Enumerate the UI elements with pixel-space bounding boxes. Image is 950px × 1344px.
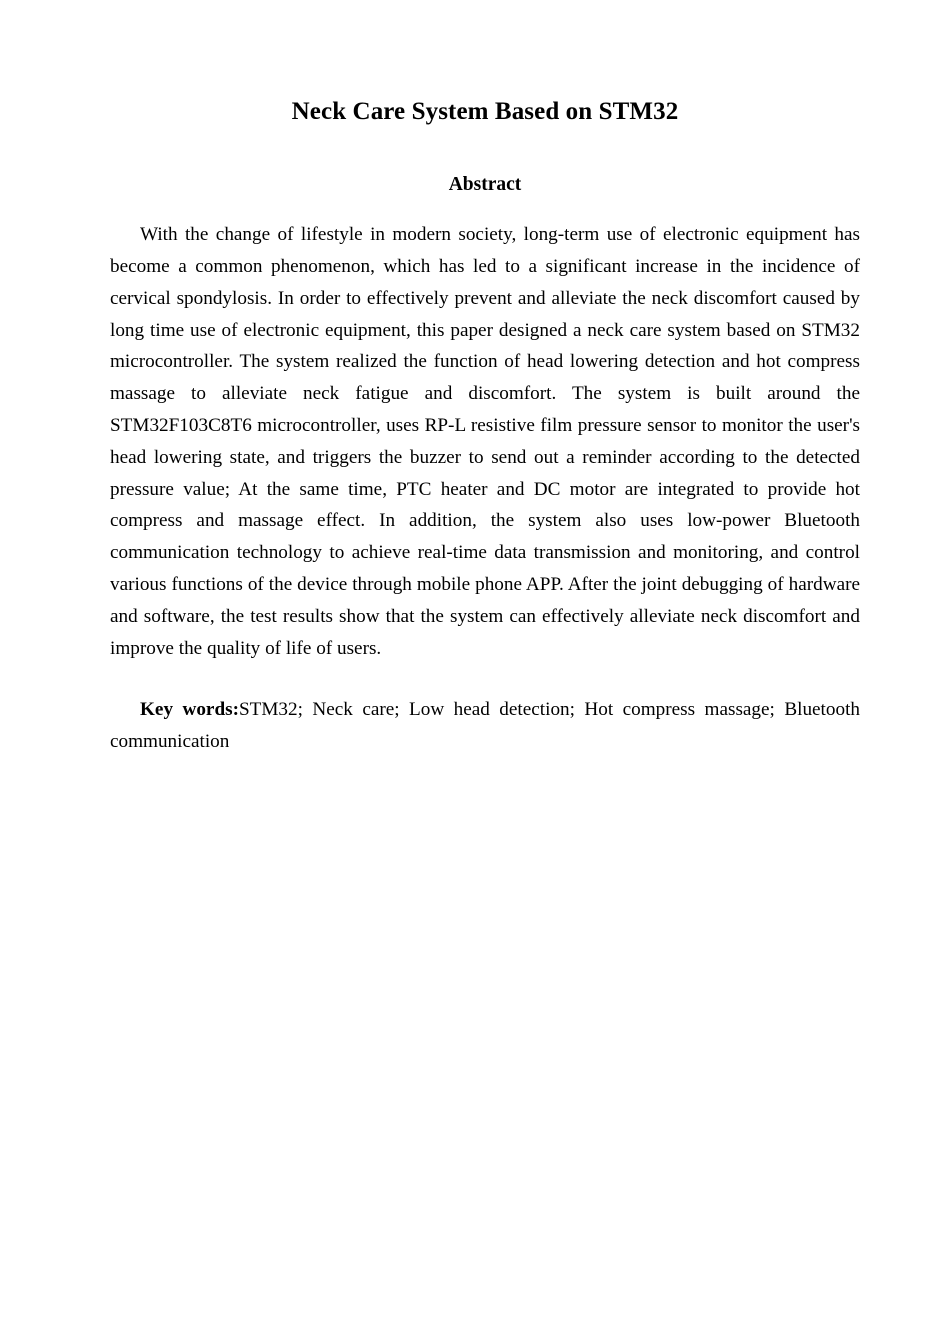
keywords-value: STM32; Neck care; Low head detection; Hot compress massage; Bluetooth communication — [110, 699, 860, 753]
keywords-paragraph — [110, 664, 860, 758]
abstract-heading: Abstract — [448, 174, 522, 196]
page-title: Neck Care System Based on STM32 — [291, 98, 679, 125]
keywords-label: Key words: — [140, 699, 239, 721]
page-content — [110, 0, 860, 758]
abstract-paragraph: With the change of lifestyle in modern society, long-term use of electronic equipment has become a common phenomenon, which has led to a significant increase in the incidence of cervical spondylosis. In order to effectively prevent and alleviate the neck discomfort caused by long time use of electronic equipment, this paper designed a neck care system based on STM32 microcontroller. The system realized the function of head lowering detection and hot compress massage to alleviate neck fatigue and discomfort. The system is built around the STM32F103C8T6 microcontroller, uses RP-L resistive film pressure sensor to monitor the user's head lowering state, and triggers the buzzer to send out a reminder according to the detected pressure value; At the same time, PTC heater and DC motor are integrated to provide hot compress and massage effect. In addition, the system also uses low-power Bluetooth communication technology to achieve real-time data transmission and monitoring, and control various functions of the device through mobile phone APP. After the joint debugging of hardware and software, the test results show that the system can effectively alleviate neck discomfort and improve the quality of life of users. — [110, 224, 860, 659]
